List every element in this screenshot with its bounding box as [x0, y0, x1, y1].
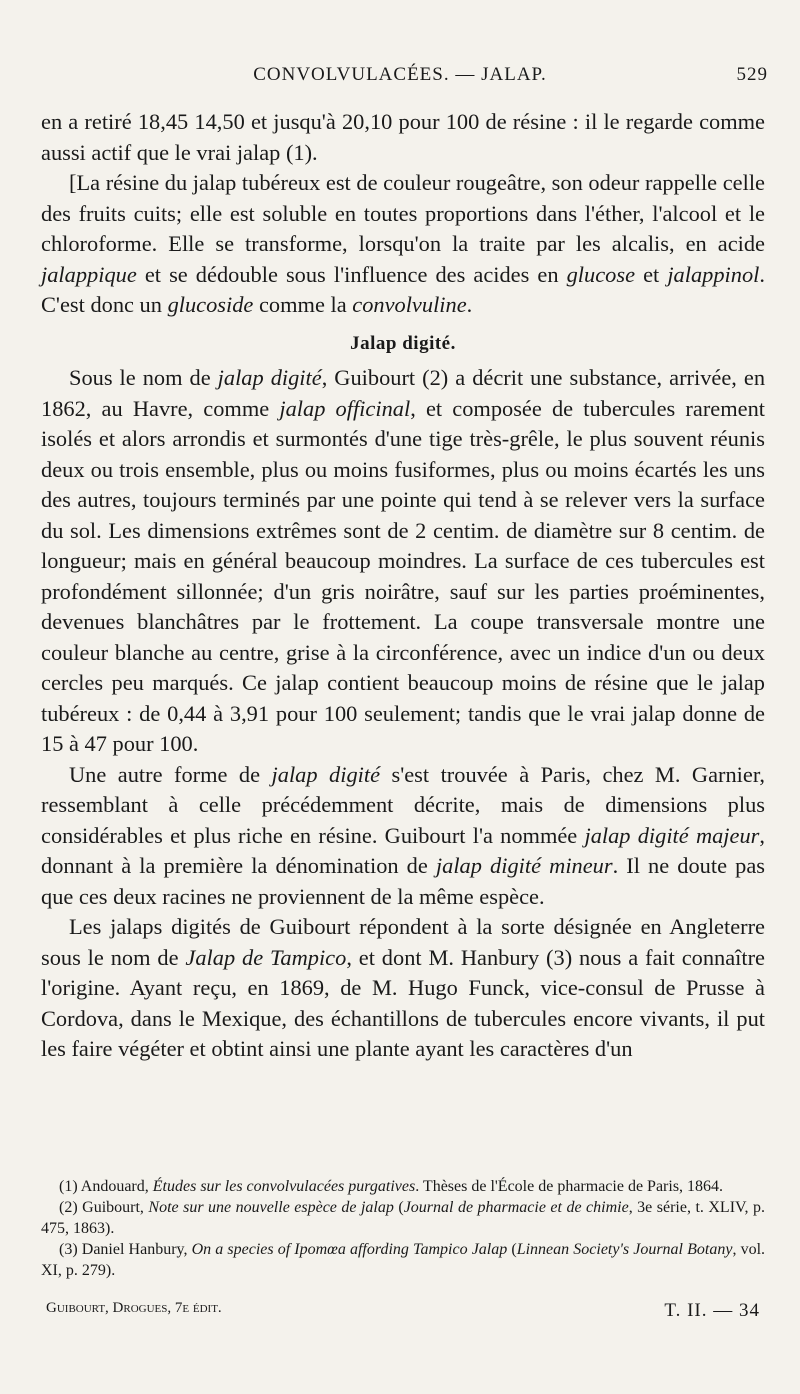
signature-left: Guibourt, Drogues, 7e édit.: [46, 1300, 222, 1316]
footnote-1: (1) Andouard, Études sur les convolvulacées purgatives. Thèses de l'École de pharmacie de Paris, 1864.: [59, 1178, 724, 1195]
term-jalap-digite: jalap digité: [217, 365, 322, 390]
term-glucoside: glucoside: [167, 292, 254, 317]
term-jalap-de-tampico: Jalap de Tampico: [185, 944, 347, 970]
running-title: CONVOLVULACÉES. — JALAP.: [253, 64, 547, 85]
running-header: [30, 64, 770, 92]
paragraph-3: Sous le nom de jalap digité, Guibourt (2) a décrit une substance, arrivée, en 1862, au Havre, comme jalap officinal, et composée de tubercules rarement isolés et alors arrondis et surmontés d'une tige très-grêle, le plus souvent réunis deux ou trois ensemble, plus ou moins fusiformes, plus ou moins écartés les uns des autres, toujours terminés par une pointe qui tend à se relever vers la surface du sol. Les dimensions extrêmes sont de 2 centim. de diamètre sur 8 centim. de longueur; mais en général beaucoup moindres. La surface de ces tubercules est profondément sillonnée; d'un gris noirâtre, sauf sur les parties proéminentes, devenues blanchâtres par le frottement. La coupe transversale montre une couleur blanche au centre, grise à la circonférence, avec un indice d'un ou deux cercles peu marqués. Ce jalap contient beaucoup moins de résine que le jalap tubéreux : de 0,44 à 3,91 pour 100 seulement; tandis que le vrai jalap donne de 15 à 47 pour 100.: [41, 365, 766, 756]
term-jalappinol: jalappinol: [667, 261, 760, 287]
term-jalap-digite-mineur: jalap digité mineur: [435, 853, 613, 878]
section-heading: Jalap digité.: [350, 332, 456, 354]
signature-right: T. II. — 34: [664, 1300, 760, 1321]
term-jalappique: jalappique: [41, 261, 137, 287]
paragraph-4: Une autre forme de jalap digité s'est trouvée à Paris, chez M. Garnier, ressemblant à celle précédemment décrite, mais de dimensions plus considérables et plus riche en résine. Guibourt l'a nommée jalap digité majeur, donnant à la première la dénomination de jalap digité mineur. Il ne doute pas que ces deux racines ne proviennent de la même espèce.: [41, 761, 765, 909]
footnote-2: (2) Guibourt, Note sur une nouvelle espèce de jalap (Journal de pharmacie et de chimie, 3e série, t. XLIV, p. 475, 1863).: [41, 1199, 766, 1237]
page-number: 529: [736, 64, 768, 85]
term-convolvuline: convolvuline: [352, 292, 467, 317]
footnote-3: (3) Daniel Hanbury, On a species of Ipomœa affording Tampico Jalap (Linnean Society's Journal Botany, vol. XI, p. 279).: [41, 1241, 766, 1279]
footnotes: [41, 1176, 765, 1281]
term-jalap-digite-2: jalap digité: [271, 761, 381, 787]
term-jalap-officinal: jalap officinal: [279, 395, 411, 421]
term-glucose: glucose: [566, 261, 636, 287]
main-text: [41, 107, 765, 1065]
signature-line: [46, 1300, 760, 1324]
paragraph-1: en a retiré 18,45 14,50 et jusqu'à 20,10 pour 100 de résine : il le regarde comme aussi actif que le vrai jalap (1).: [41, 109, 765, 165]
paragraph-5: Les jalaps digités de Guibourt répondent à la sorte désignée en Angleterre sous le nom de Jalap de Tampico, et dont M. Hanbury (3) nous a fait connaître l'origine. Ayant reçu, en 1869, de M. Hugo Funck, vice-consul de Prusse à Cordova, dans le Mexique, des échantillons de tubercules encore vivants, il put les faire végéter et obtint ainsi une plante ayant les caractères d'un: [41, 914, 765, 1061]
term-jalap-digite-majeur: jalap digité majeur: [584, 822, 760, 848]
paragraph-2: [La résine du jalap tubéreux est de couleur rougeâtre, son odeur rappelle celle des fruits cuits; elle est soluble en toutes proportions dans l'éther, l'alcool et le chloroforme. Elle se transforme, lorsqu'on la traite par les alcalis, en acide jalappique et se dédouble sous l'influence des acides en glucose et jalappinol. C'est donc un glucoside comme la convolvuline.: [41, 170, 765, 317]
